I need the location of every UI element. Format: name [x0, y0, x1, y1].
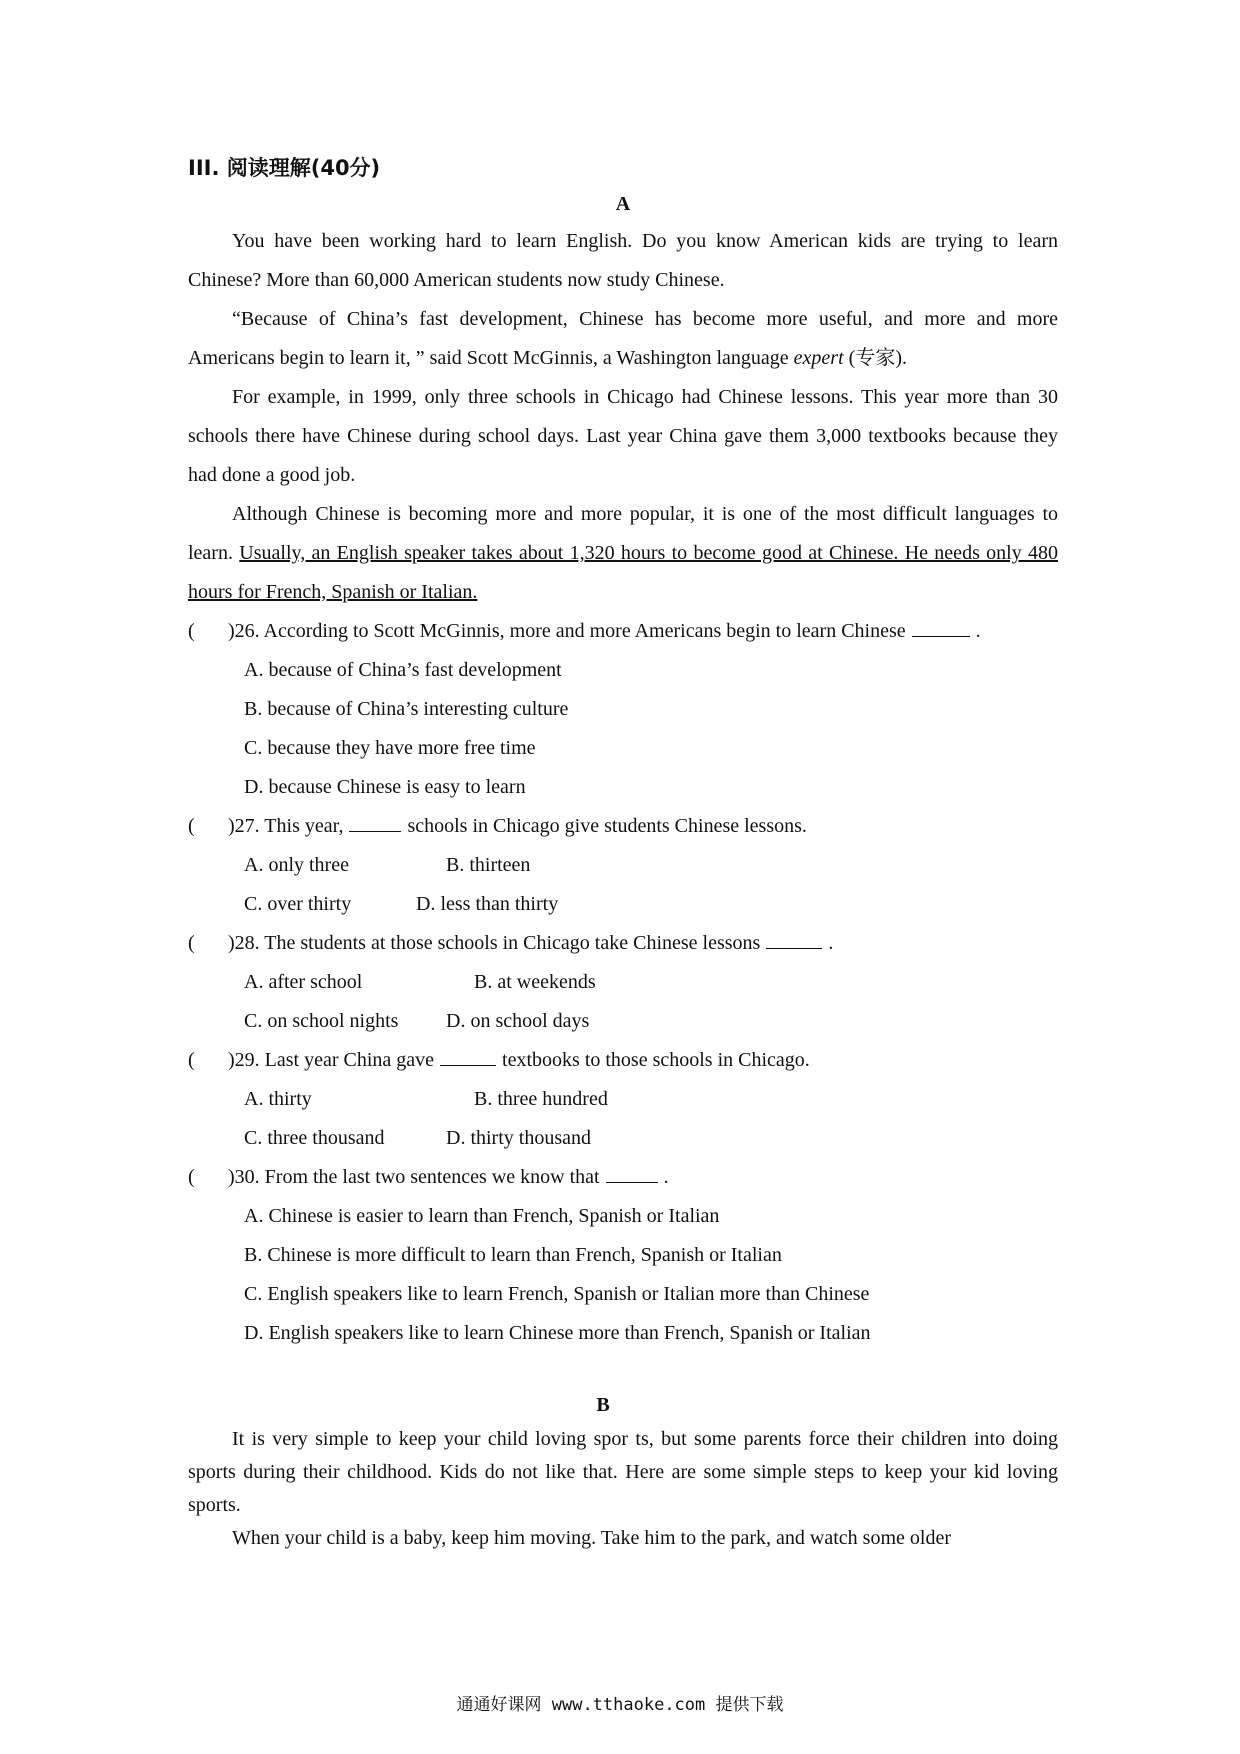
- answer-blank[interactable]: [766, 930, 822, 949]
- worksheet-page: [188, 150, 1058, 1555]
- question-stem: )27. This year,: [228, 815, 344, 837]
- option-row: [188, 1080, 1058, 1119]
- option[interactable]: A. because of China’s fast development: [244, 659, 562, 681]
- option[interactable]: D. less than thirty: [416, 893, 559, 915]
- answer-blank[interactable]: [606, 1164, 658, 1183]
- p2-text-end: (专家).: [843, 347, 907, 369]
- p2-text: “Because of China’s fast development, Chinese has become more useful, and more and more Americans begin to learn it, ” said Scott McGinnis, a Washington language: [188, 308, 1058, 369]
- section-title: III. 阅读理解(40分): [188, 156, 381, 180]
- spacer: [188, 1353, 1058, 1387]
- question-text: [228, 1158, 1058, 1197]
- question-text: [228, 1041, 1058, 1080]
- question-text: [228, 807, 1058, 846]
- answer-blank[interactable]: [440, 1047, 496, 1066]
- option[interactable]: B. at weekends: [474, 971, 596, 993]
- option[interactable]: C. because they have more free time: [244, 737, 536, 759]
- option[interactable]: A. after school: [244, 971, 363, 993]
- answer-paren[interactable]: (: [188, 620, 195, 642]
- p4-underlined-sentences: Usually, an English speaker takes about 1,320 hours to become good at Chinese. He needs only 480 hours for French, Spanish or Italian.: [188, 542, 1058, 603]
- option-row: [188, 1002, 1058, 1041]
- question-stem: )26. According to Scott McGinnis, more and more Americans begin to learn Chinese: [228, 620, 906, 642]
- passage-a-paragraph-2: [188, 300, 1058, 378]
- option[interactable]: D. because Chinese is easy to learn: [244, 776, 526, 798]
- option-row: [188, 885, 1058, 924]
- option[interactable]: D. English speakers like to learn Chinese more than French, Spanish or Italian: [244, 1322, 871, 1344]
- option-row: [188, 963, 1058, 1002]
- question-stem-end: .: [663, 1166, 669, 1188]
- question-stem-end: textbooks to those schools in Chicago.: [502, 1049, 810, 1071]
- answer-paren[interactable]: (: [188, 1049, 195, 1071]
- answer-paren[interactable]: (: [188, 1166, 195, 1188]
- option-row: [188, 1119, 1058, 1158]
- answer-paren[interactable]: (: [188, 815, 195, 837]
- option[interactable]: A. Chinese is easier to learn than French, Spanish or Italian: [244, 1205, 720, 1227]
- answer-blank[interactable]: [349, 813, 401, 832]
- option[interactable]: B. thirteen: [446, 854, 531, 876]
- question-29: [188, 1041, 1058, 1080]
- option[interactable]: B. Chinese is more difficult to learn than French, Spanish or Italian: [244, 1244, 782, 1266]
- passage-b-paragraph-1: It is very simple to keep your child loving spor ts, but some parents force their children into doing sports during their childhood. Kids do not like that. Here are some simple steps to keep your kid loving sports.: [188, 1428, 1058, 1516]
- footer-download-note: 通通好课网 www.tthaoke.com 提供下载: [456, 1695, 784, 1715]
- question-text: [228, 612, 1058, 651]
- p4-text: Although Chinese is becoming more and more popular, it is one of the most difficult languages to learn.: [188, 503, 1058, 564]
- option[interactable]: C. on school nights: [244, 1010, 399, 1032]
- option[interactable]: D. thirty thousand: [446, 1127, 591, 1149]
- option[interactable]: B. because of China’s interesting culture: [244, 698, 569, 720]
- answer-paren[interactable]: (: [188, 932, 195, 954]
- passage-b-paragraph-2: When your child is a baby, keep him moving. Take him to the park, and watch some older: [232, 1527, 951, 1549]
- passage-a-label: A: [615, 193, 631, 215]
- passage-a-paragraph-3: For example, in 1999, only three schools in Chicago had Chinese lessons. This year more than 30 schools there have Chinese during school days. Last year China gave them 3,000 textbooks because they had done a good job.: [188, 386, 1058, 486]
- option[interactable]: A. only three: [244, 854, 349, 876]
- question-stem: )29. Last year China gave: [228, 1049, 435, 1071]
- question-stem: )30. From the last two sentences we know that: [228, 1166, 600, 1188]
- passage-a-paragraph-1: You have been working hard to learn English. Do you know American kids are trying to learn Chinese? More than 60,000 American students now study Chinese.: [188, 230, 1058, 291]
- option[interactable]: C. over thirty: [244, 893, 352, 915]
- option[interactable]: A. thirty: [244, 1088, 312, 1110]
- question-26: [188, 612, 1058, 651]
- question-30: [188, 1158, 1058, 1197]
- question-27: [188, 807, 1058, 846]
- question-28: [188, 924, 1058, 963]
- question-stem-end: .: [975, 620, 981, 642]
- option[interactable]: B. three hundred: [474, 1088, 608, 1110]
- answer-blank[interactable]: [912, 618, 970, 637]
- question-stem: )28. The students at those schools in Chicago take Chinese lessons: [228, 932, 761, 954]
- question-stem-end: .: [828, 932, 834, 954]
- option-row: [188, 846, 1058, 885]
- question-text: [228, 924, 1058, 963]
- passage-a-paragraph-4: [188, 495, 1058, 612]
- option[interactable]: C. English speakers like to learn French, Spanish or Italian more than Chinese: [244, 1283, 870, 1305]
- option[interactable]: C. three thousand: [244, 1127, 385, 1149]
- option[interactable]: D. on school days: [446, 1010, 590, 1032]
- question-stem-end: schools in Chicago give students Chinese lessons.: [407, 815, 807, 837]
- passage-b-label: B: [596, 1394, 610, 1416]
- p2-italic-word: expert: [793, 347, 844, 369]
